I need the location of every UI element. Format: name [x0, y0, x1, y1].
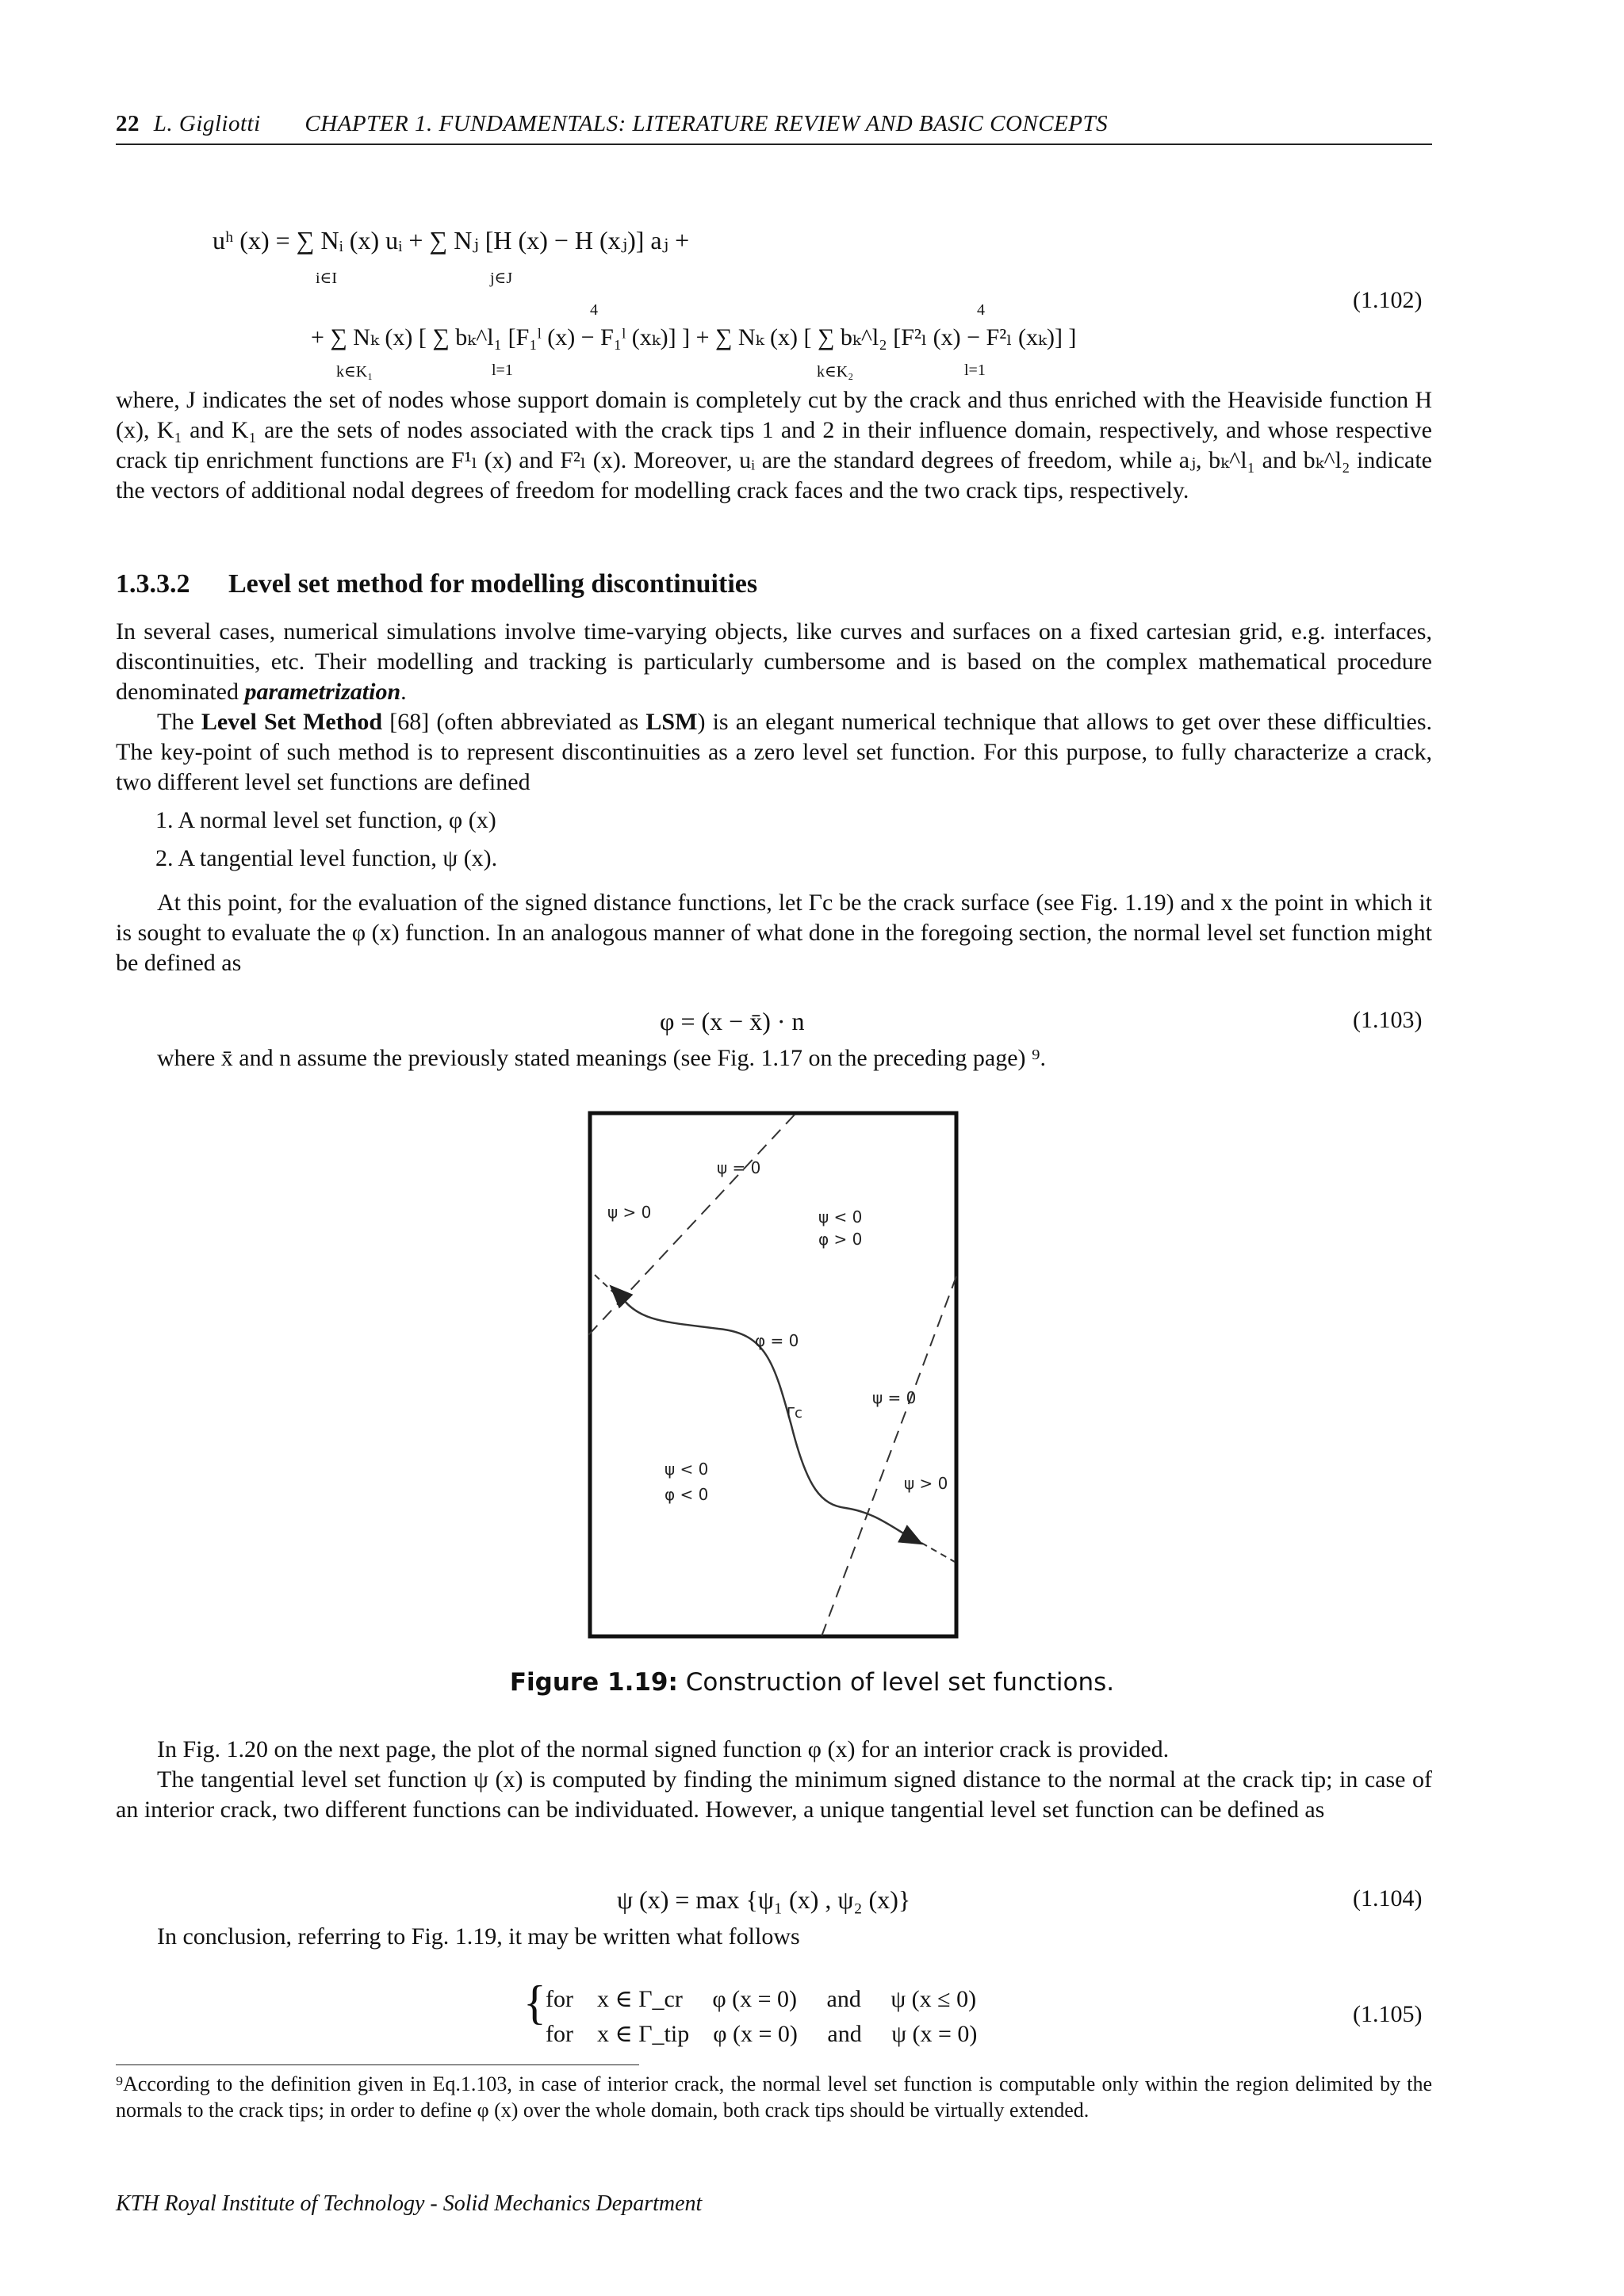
eq102-upper-1: 4 [590, 301, 598, 319]
section-number: 1.3.3.2 [116, 569, 190, 599]
footnote-9: ⁹According to the definition given in Eq.1.103, in case of interior crack, the normal level set function is computable only within the region delimited by the normals to the crack tips; in order to define φ (x) over the whole domain, both crack tips should be virtually extended. [116, 2072, 1432, 2122]
eq102-sub-l1: l=1 [492, 362, 513, 379]
label-psi-lt0-bottom: ψ < 0 [665, 1460, 709, 1479]
label-phi-eq0: φ = 0 [755, 1331, 799, 1350]
eq102-sub-k1: k∈K₁ [336, 363, 373, 381]
p2-start: In several cases, numerical simulations involve time-varying objects, like curves and surfaces on a fixed cartesian grid, e.g. interfaces, discontinuities, etc. Their modelling and tracking is particularly cumbersome and is based on the complex mathematical procedure denominated [116, 618, 1432, 705]
eq102-sub-k2: k∈K₂ [817, 363, 854, 381]
page-footer: KTH Royal Institute of Technology - Solid Mechanics Department [116, 2191, 703, 2216]
label-psi-lt0-right: ψ < 0 [818, 1207, 863, 1226]
equation-1-104: ψ (x) = max {ψ₁ (x) , ψ₂ (x)} [617, 1885, 911, 1914]
equation-number-1-102: (1.102) [1353, 287, 1423, 313]
label-psi-eq0-right: ψ = 0 [872, 1388, 917, 1407]
figure-frame [590, 1113, 956, 1636]
label-phi-lt0-bottom: φ < 0 [665, 1485, 709, 1504]
eq102-sub-j: j∈J [490, 270, 513, 287]
equation-number-1-103: (1.103) [1353, 1007, 1423, 1033]
paragraph-fig-120: In Fig. 1.20 on the next page, the plot of the normal signed function φ (x) for an interior crack is provided. [157, 1736, 1170, 1762]
header-author: L. Gigliotti [153, 111, 261, 136]
figure-level-set-diagram [584, 1108, 964, 1644]
equation-1-105-row1: for x ∈ Γ_cr φ (x = 0) and ψ (x ≤ 0) [546, 1986, 977, 2012]
paragraph-tangential: The tangential level set function ψ (x) is computed by finding the minimum signed distance to the normal at the crack tip; in case of an interior crack, two different functions can be individuated. However, a unique tangential level set function can be defined as [116, 1766, 1432, 1823]
eq102-sub-l2: l=1 [964, 362, 986, 379]
paragraph-several-cases [116, 617, 1432, 707]
header-chapter: CHAPTER 1. FUNDAMENTALS: LITERATURE REVIEW AND BASIC CONCEPTS [304, 111, 1109, 136]
equation-1-102-line1: uʰ (x) = ∑ Nᵢ (x) uᵢ + ∑ Nⱼ [H (x) − H (xⱼ)] aⱼ + [213, 226, 690, 254]
label-phi-gt0-right: φ > 0 [818, 1230, 863, 1249]
p2-emphasis: parametrization [244, 679, 401, 705]
label-psi-gt0-left: ψ > 0 [607, 1203, 652, 1222]
paragraph-signed-distance: At this point, for the evaluation of the signed distance functions, let Γc be the crack surface (see Fig. 1.19) and x the point in which it is sought to evaluate the φ (x) function. In an analogous manner of what done in the foregoing section, the normal level set function might be defined as [116, 890, 1432, 976]
equation-1-105-row2: for x ∈ Γ_tip φ (x = 0) and ψ (x = 0) [546, 2021, 978, 2047]
paragraph-in-conclusion: In conclusion, referring to Fig. 1.19, it may be written what follows [157, 1923, 800, 1950]
label-gamma-c: Γc [787, 1405, 802, 1422]
equation-1-102-line2: + ∑ Nₖ (x) [ ∑ bₖ^l₁ [F₁ˡ (x) − F₁ˡ (xₖ)] ] + ∑ Nₖ (x) [ ∑ bₖ^l₂ [F²ₗ (x) − F²ₗ (xₖ)] ] [311, 324, 1077, 350]
paragraph-where-x: where x̄ and n assume the previously stated meanings (see Fig. 1.17 on the preceding page) ⁹. [157, 1045, 1046, 1071]
equation-number-1-105: (1.105) [1353, 2001, 1423, 2027]
equation-number-1-104: (1.104) [1353, 1885, 1423, 1911]
p2-end: . [400, 679, 407, 705]
section-heading [116, 569, 757, 599]
p3-abbr: LSM [645, 709, 698, 735]
p3-b: [68] (often abbreviated as [382, 709, 646, 735]
caption-text: Construction of level set functions. [685, 1668, 1115, 1697]
eq102-sub-i: i∈I [316, 270, 338, 287]
paragraph-level-set-method [116, 707, 1432, 798]
caption-label: Figure 1.19: [509, 1668, 678, 1697]
page-number: 22 [116, 111, 140, 136]
label-psi-eq0-top: ψ = 0 [717, 1158, 761, 1177]
paragraph-where-J: where, J indicates the set of nodes whose support domain is completely cut by the crack and thus enriched with the Heaviside function H (x), K₁ and K₁ are the sets of nodes associated with the crack tips 1 and 2 in their influence domain, respectively, and whose respective crack tip enrichment functions are F¹ₗ (x) and F²ₗ (x). Moreover, uᵢ are the standard degrees of freedom, while aⱼ, bₖ^l₁ and bₖ^l₂ indicate the vectors of additional nodal degrees of freedom for modelling crack faces and the two crack tips, respectively. [116, 387, 1432, 503]
p3-c: ) is an elegant numerical technique that allows to get over these difficulties. The key-point of such method is to represent discontinuities as a zero level set function. For this purpose, to fully characterize a crack, two different level set functions are defined [116, 709, 1433, 795]
list-item-normal: 1. A normal level set function, φ (x) [155, 807, 496, 833]
running-header [116, 111, 1432, 145]
equation-1-103: φ = (x − x̄) · n [660, 1007, 805, 1035]
list-item-tangential: 2. A tangential level function, ψ (x). [155, 845, 498, 871]
section-title: Level set method for modelling discontinuities [228, 569, 758, 599]
p3-a: The [157, 709, 201, 735]
footnote-rule [116, 2064, 639, 2065]
eq105-brace: { [523, 1976, 546, 2029]
eq102-upper-2: 4 [977, 301, 985, 319]
figure-caption [0, 1668, 1624, 1697]
p3-lsm: Level Set Method [201, 709, 383, 735]
label-psi-gt0-right: ψ > 0 [904, 1474, 948, 1493]
